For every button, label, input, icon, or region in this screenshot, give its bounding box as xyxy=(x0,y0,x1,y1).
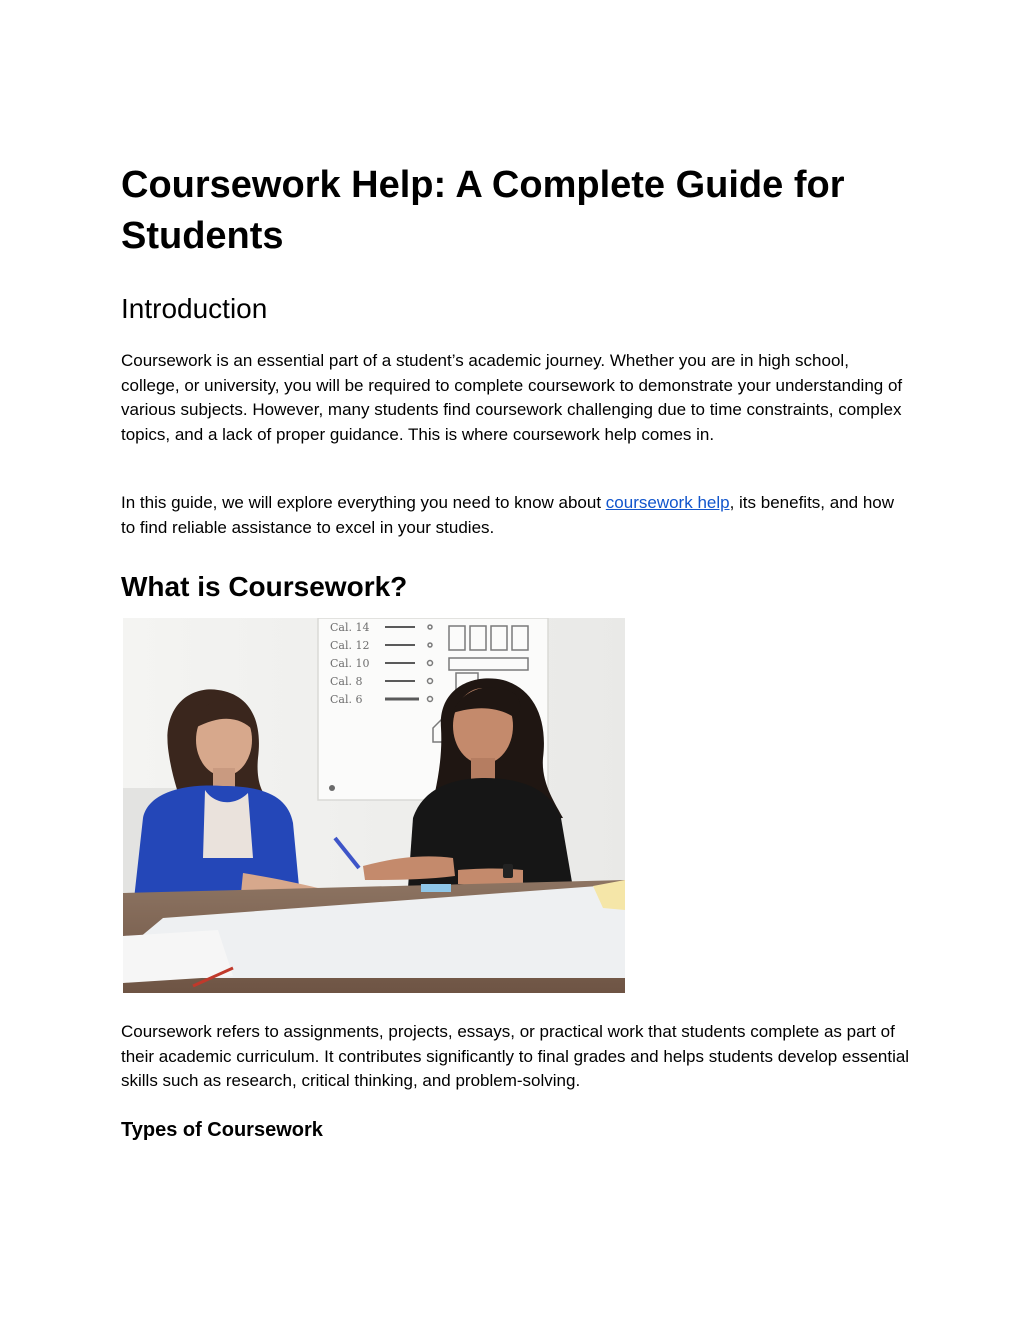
intro-paragraph-1: Coursework is an essential part of a student’s academic journey. Whether you are in high school, college, or university, you will be required to complete coursework to demonstrate your understanding of various subjects. However, many students find coursework challenging due to time constraints, complex topics, and a lack of proper guidance. This is where coursework help comes in. xyxy=(121,351,903,444)
whiteboard-label-2: Cal. 12 xyxy=(330,639,370,652)
intro-paragraph-2-text-before: In this guide, we will explore everything you need to know about xyxy=(121,493,606,512)
introduction-heading: Introduction xyxy=(121,293,268,324)
intro-paragraph-2-text-after: , its benefits, and how to find reliable assistance to excel in your studies. xyxy=(121,493,895,537)
coursework-help-link[interactable]: coursework help xyxy=(605,493,730,512)
whiteboard-label-3: Cal. 10 xyxy=(330,657,370,670)
whiteboard-label-4: Cal. 8 xyxy=(330,675,363,688)
students-photo xyxy=(123,618,625,993)
page-title: Coursework Help: A Complete Guide for Students xyxy=(121,164,845,257)
whiteboard-label-5: Cal. 6 xyxy=(330,693,363,706)
whiteboard-label-1: Cal. 14 xyxy=(330,621,370,634)
what-is-coursework-heading: What is Coursework? xyxy=(121,571,408,602)
coursework-definition-paragraph: Coursework refers to assignments, projects, essays, or practical work that students complete as part of their academic curriculum. It contributes significantly to final grades and helps students develop essential skills such as research, critical thinking, and problem-solving. xyxy=(121,1022,910,1090)
intro-paragraph-2 xyxy=(121,491,911,540)
types-of-coursework-heading: Types of Coursework xyxy=(121,1119,323,1141)
